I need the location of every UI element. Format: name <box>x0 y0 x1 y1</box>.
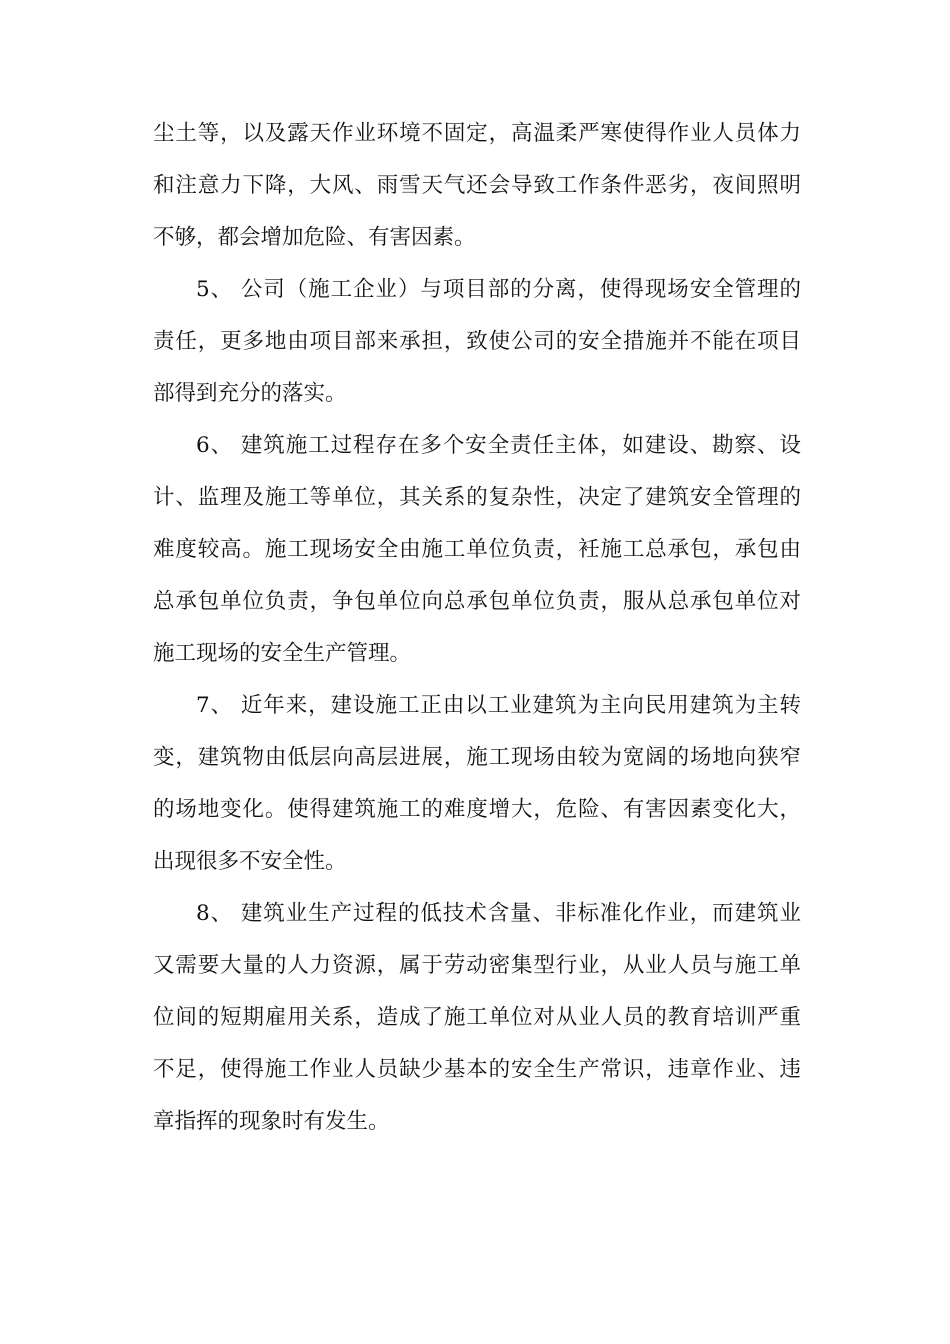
text-line: 不够，都会增加危险、有害因素。 <box>153 225 476 250</box>
text-line: 变，建筑物由低层向高层进展，施工现场由较为宽阔的场地向狭窄 <box>153 745 801 770</box>
text-line: 又需要大量的人力资源，属于劳动密集型行业，从业人员与施工单 <box>153 953 801 978</box>
text-line: 责任，更多地由项目部来承担，致使公司的安全措施并不能在项目 <box>153 329 801 354</box>
text-line: 5、 公司（施工企业）与项目部的分离，使得现场安全管理的 <box>196 277 801 302</box>
text-line: 计、监理及施工等单位，其关系的复杂性，决定了建筑安全管理的 <box>153 485 801 510</box>
paragraph-item-6 <box>153 420 801 680</box>
text-line: 不足，使得施工作业人员缺少基本的安全生产常识，违章作业、违 <box>153 1057 801 1082</box>
text-line: 章指挥的现象时有发生。 <box>153 1109 390 1134</box>
text-line: 的场地变化。使得建筑施工的难度增大，危险、有害因素变化大， <box>153 797 801 822</box>
text-line: 8、 建筑业生产过程的低技术含量、非标准化作业，而建筑业 <box>196 901 801 926</box>
paragraph-continued <box>153 108 801 264</box>
text-line: 部得到充分的落实。 <box>153 381 347 406</box>
text-line: 6、 建筑施工过程存在多个安全责任主体，如建设、勘察、设 <box>196 433 801 458</box>
text-line: 施工现场的安全生产管理。 <box>153 641 412 666</box>
text-line: 难度较高。施工现场安全由施工单位负责，衽施工总承包，承包由 <box>153 537 801 562</box>
text-line: 总承包单位负责，争包单位向总承包单位负责，服从总承包单位对 <box>153 589 801 614</box>
text-line: 位间的短期雇用关系，造成了施工单位对从业人员的教育培训严重 <box>153 1005 801 1030</box>
paragraph-item-5 <box>153 264 801 420</box>
text-line: 7、 近年来，建设施工正由以工业建筑为主向民用建筑为主转 <box>196 693 801 718</box>
paragraph-item-7 <box>153 680 801 888</box>
document-body <box>153 108 801 1148</box>
text-line: 出现很多不安全性。 <box>153 849 347 874</box>
text-line: 和注意力下降，大风、雨雪天气还会导致工作条件恶劣，夜间照明 <box>153 173 801 198</box>
text-line: 尘土等，以及露天作业环境不固定，高温柔严寒使得作业人员体力 <box>153 121 801 146</box>
paragraph-item-8 <box>153 888 801 1148</box>
